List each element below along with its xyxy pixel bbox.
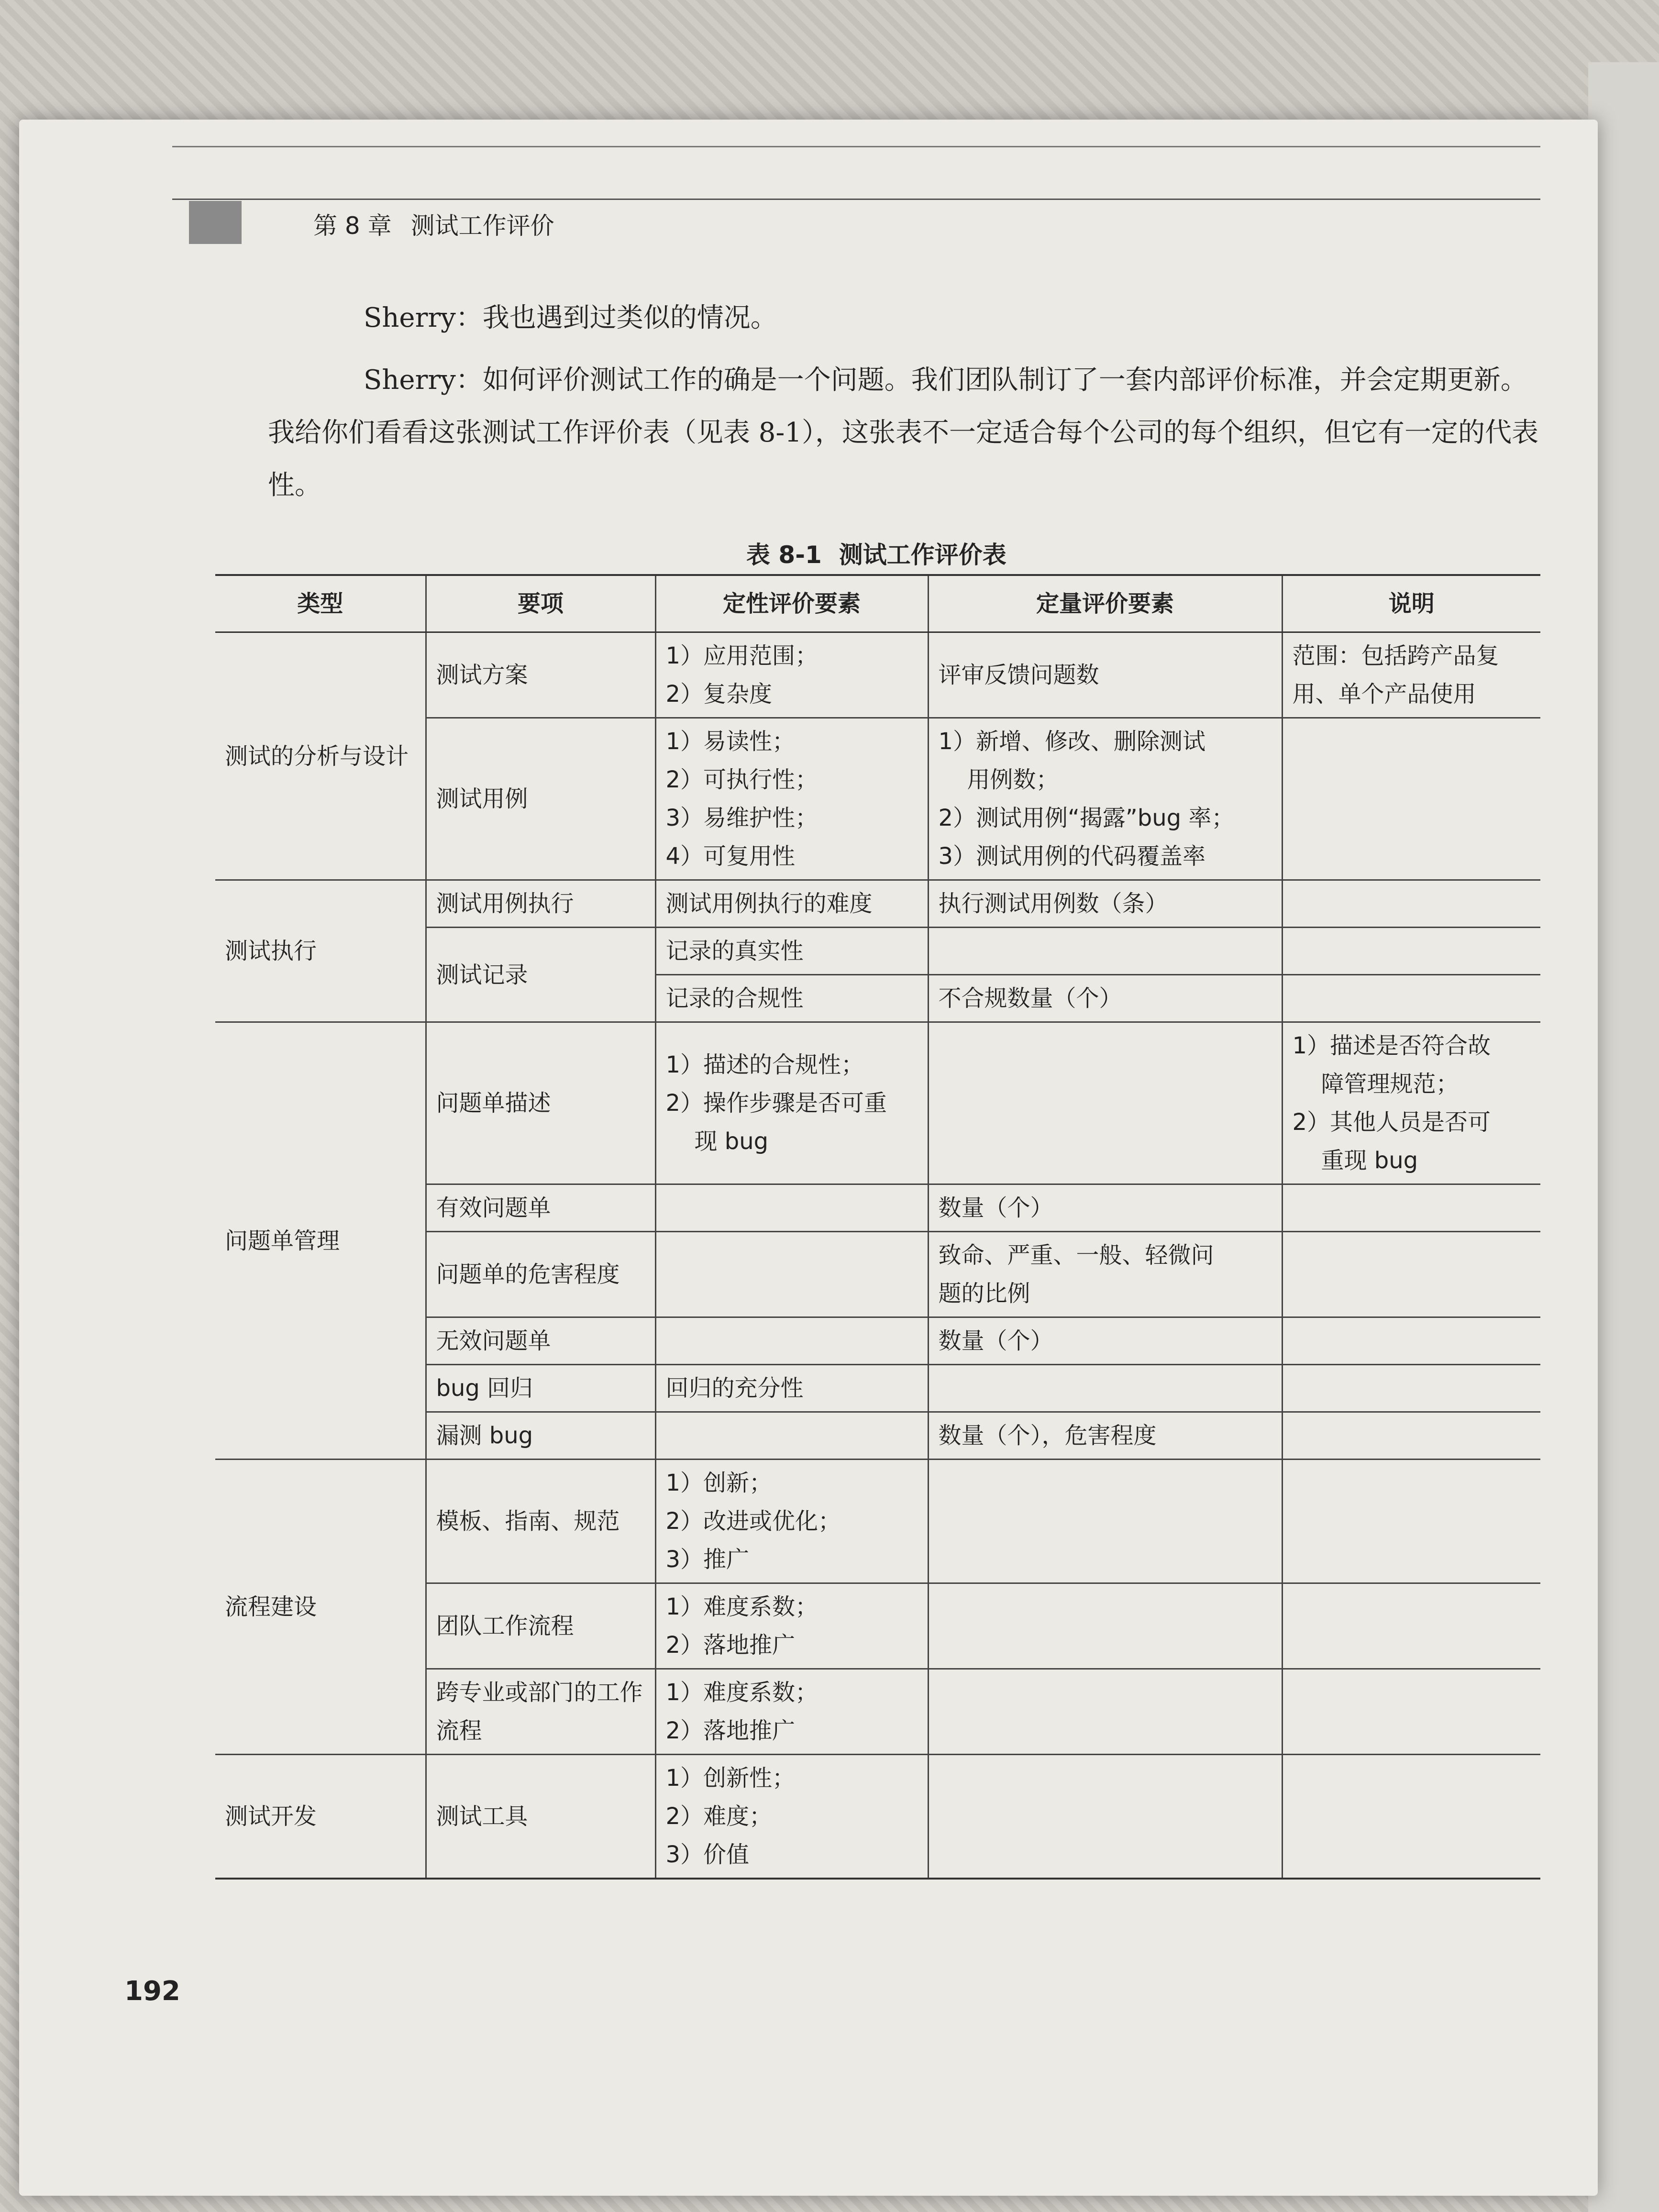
- note-cell: [1282, 718, 1540, 880]
- line: 3）推广: [665, 1546, 750, 1573]
- line: 3）易维护性；: [665, 805, 818, 831]
- line: 1）创新；: [665, 1470, 773, 1496]
- table-caption: [746, 536, 1024, 570]
- table-header-row: [215, 575, 1540, 632]
- quant-cell: [928, 718, 1282, 880]
- line: 用、单个产品使用: [1292, 681, 1476, 708]
- qual-cell: [655, 1022, 928, 1184]
- note-cell: [1282, 1460, 1540, 1583]
- note-cell: [1282, 1184, 1540, 1232]
- quant-cell: [928, 1365, 1282, 1412]
- quant-cell: [928, 928, 1282, 975]
- quant-cell: 执行测试用例数（条）: [928, 880, 1282, 928]
- qual-cell: [655, 1669, 928, 1755]
- qual-cell: [655, 718, 928, 880]
- line: 障管理规范；: [1321, 1071, 1459, 1097]
- header-quantitative: 定量评价要素: [928, 575, 1282, 632]
- line: 题的比例: [938, 1280, 1030, 1307]
- header-note: 说明: [1282, 575, 1540, 632]
- qual-cell: [655, 1412, 928, 1460]
- chapter-title: 测试工作评价: [410, 212, 554, 240]
- item-cell: 跨专业或部门的工作流程: [426, 1669, 655, 1755]
- header-type: 类型: [215, 575, 426, 632]
- item-cell: 有效问题单: [426, 1184, 655, 1232]
- quant-cell: 数量（个）: [928, 1317, 1282, 1365]
- header-qualitative: 定性评价要素: [655, 575, 928, 632]
- line: 用例数；: [967, 766, 1059, 793]
- line: 2）其他人员是否可: [1292, 1109, 1491, 1136]
- qual-cell: 回归的充分性: [655, 1365, 928, 1412]
- item-cell: 问题单描述: [426, 1022, 655, 1184]
- line: 2）可执行性；: [665, 766, 818, 793]
- line: 1）描述是否符合故: [1292, 1032, 1491, 1059]
- type-cell: 流程建设: [215, 1460, 426, 1755]
- quant-cell: 数量（个）: [928, 1184, 1282, 1232]
- item-cell: 测试方案: [426, 632, 655, 718]
- table-row: [215, 880, 1540, 928]
- header-rule: [172, 199, 1540, 200]
- note-cell: [1282, 880, 1540, 928]
- item-cell: 团队工作流程: [426, 1583, 655, 1669]
- qual-cell: [655, 1583, 928, 1669]
- line: 1）易读性；: [665, 728, 796, 755]
- line: 1）新增、修改、删除测试: [938, 728, 1206, 755]
- running-header: [313, 207, 574, 241]
- line: 致命、严重、一般、轻微问: [938, 1242, 1214, 1269]
- item-cell: 测试工具: [426, 1755, 655, 1879]
- header-item: 要项: [426, 575, 655, 632]
- paragraph-2: Sherry：如何评价测试工作的确是一个问题。我们团队制订了一套内部评价标准，并会定期更新。我给你们看看这张测试工作评价表（见表 8-1），这张表不一定适合每个公司的每个组织，但它有一定的代表性。: [268, 365, 1538, 501]
- note-cell: [1282, 928, 1540, 975]
- type-cell: 测试的分析与设计: [215, 632, 426, 880]
- evaluation-table: [215, 574, 1540, 1880]
- note-cell: [1282, 1232, 1540, 1317]
- item-cell: 模板、指南、规范: [426, 1460, 655, 1583]
- line: 重现 bug: [1321, 1147, 1418, 1174]
- qual-cell: 测试用例执行的难度: [655, 880, 928, 928]
- item-cell: 无效问题单: [426, 1317, 655, 1365]
- qual-cell: 记录的真实性: [655, 928, 928, 975]
- chapter-number: 第 8 章: [313, 212, 392, 240]
- line: 3）测试用例的代码覆盖率: [938, 843, 1206, 870]
- line: 2）改进或优化；: [665, 1508, 841, 1535]
- paragraph-1: Sherry：我也遇到过类似的情况。: [364, 302, 777, 333]
- note-cell: [1282, 1669, 1540, 1755]
- note-cell: [1282, 1317, 1540, 1365]
- adjacent-page: [1588, 62, 1659, 2212]
- line: 2）操作步骤是否可重: [665, 1090, 887, 1117]
- quant-cell: [928, 1022, 1282, 1184]
- item-cell: 漏测 bug: [426, 1412, 655, 1460]
- line: 2）复杂度: [665, 681, 773, 708]
- qual-cell: [655, 632, 928, 718]
- quant-cell: [928, 1460, 1282, 1583]
- table-row: [215, 1755, 1540, 1879]
- type-cell: 测试开发: [215, 1755, 426, 1879]
- qual-cell: [655, 1184, 928, 1232]
- quant-cell: [928, 1232, 1282, 1317]
- item-cell: 问题单的危害程度: [426, 1232, 655, 1317]
- line: 1）难度系数；: [665, 1679, 818, 1706]
- table-row: [215, 1022, 1540, 1184]
- quant-cell: [928, 632, 1282, 718]
- quant-cell: [928, 1669, 1282, 1755]
- quant-cell: 不合规数量（个）: [928, 975, 1282, 1022]
- note-cell: [1282, 1583, 1540, 1669]
- note-cell: [1282, 632, 1540, 718]
- qual-cell: [655, 1755, 928, 1879]
- qual-cell: [655, 1460, 928, 1583]
- table-row: [215, 1460, 1540, 1583]
- quant-cell: [928, 1755, 1282, 1879]
- line: 2）落地推广: [665, 1717, 796, 1744]
- qual-cell: [655, 1317, 928, 1365]
- qual-cell: [655, 1232, 928, 1317]
- note-cell: [1282, 1755, 1540, 1879]
- table-caption-title: 测试工作评价表: [839, 541, 1006, 569]
- line: 1）难度系数；: [665, 1593, 818, 1620]
- header-rule-top: [172, 146, 1540, 147]
- quant-cell: 数量（个），危害程度: [928, 1412, 1282, 1460]
- table-caption-number: 表 8-1: [746, 541, 822, 569]
- line: 2）测试用例“揭露”bug 率；: [938, 805, 1235, 831]
- line: 2）难度；: [665, 1803, 773, 1830]
- line: 1）应用范围；: [665, 642, 818, 669]
- line: 1）描述的合规性；: [665, 1051, 864, 1078]
- line: 评审反馈问题数: [938, 662, 1099, 688]
- type-cell: 测试执行: [215, 880, 426, 1022]
- note-cell: [1282, 1365, 1540, 1412]
- note-cell: [1282, 975, 1540, 1022]
- item-cell: 测试用例执行: [426, 880, 655, 928]
- line: 范围：包括跨产品复: [1292, 642, 1499, 669]
- line: 1）创新性；: [665, 1765, 796, 1792]
- item-cell: 测试记录: [426, 928, 655, 1022]
- item-cell: 测试用例: [426, 718, 655, 880]
- item-cell: bug 回归: [426, 1365, 655, 1412]
- quant-cell: [928, 1583, 1282, 1669]
- line: 3）价值: [665, 1841, 750, 1868]
- chapter-tab-mark: [189, 201, 242, 244]
- table-row: [215, 632, 1540, 718]
- note-cell: [1282, 1412, 1540, 1460]
- page-number: 192: [124, 1976, 180, 2007]
- line: 现 bug: [694, 1128, 769, 1155]
- qual-cell: 记录的合规性: [655, 975, 928, 1022]
- note-cell: [1282, 1022, 1540, 1184]
- line: 2）落地推广: [665, 1632, 796, 1659]
- type-cell: 问题单管理: [215, 1022, 426, 1460]
- line: 4）可复用性: [665, 843, 796, 870]
